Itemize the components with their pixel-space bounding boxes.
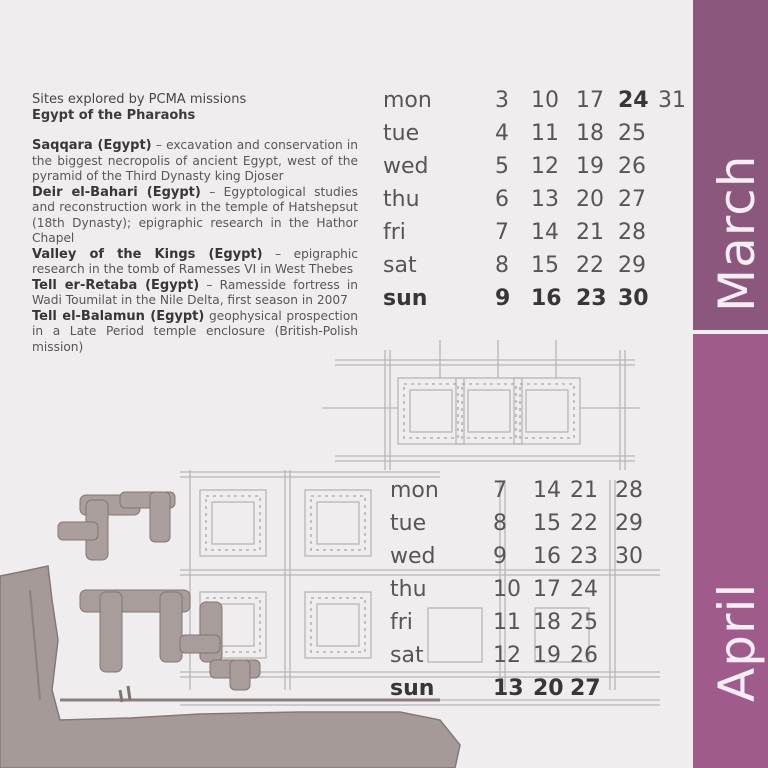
site-name: Saqqara (Egypt): [32, 138, 152, 153]
site-description: geophysical prospection in a Late Period temple enclosure (British-Polish mission): [32, 308, 358, 354]
date-cell: 31: [658, 88, 686, 113]
motif-row-top: [322, 340, 640, 470]
date-cell: 27: [570, 676, 601, 701]
weekday-label: thu: [383, 187, 420, 212]
site-entry: [32, 247, 358, 278]
date-cell: 22: [570, 511, 598, 536]
month-title-april: April: [708, 582, 766, 702]
date-cell: 7: [493, 478, 507, 503]
date-cell: 25: [570, 610, 598, 635]
intro-heading: Sites explored by PCMA missions: [32, 92, 247, 107]
weekday-label: tue: [383, 121, 420, 146]
date-cell: 27: [618, 187, 646, 212]
date-cell: 7: [495, 220, 509, 245]
date-cell: 30: [615, 544, 643, 569]
date-cell: 11: [531, 121, 559, 146]
site-entry: [32, 138, 358, 185]
weekday-label: fri: [383, 220, 406, 245]
intro-subheading: Egypt of the Pharaohs: [32, 107, 196, 123]
date-cell: 28: [615, 478, 643, 503]
date-cell: 15: [531, 253, 559, 278]
date-cell: 9: [493, 544, 507, 569]
weekday-label: sun: [390, 676, 435, 701]
weekday-label: sat: [383, 253, 417, 278]
weekday-label: wed: [383, 154, 429, 179]
date-cell: 18: [576, 121, 604, 146]
weekday-label: mon: [390, 478, 439, 503]
date-cell: 10: [493, 577, 521, 602]
date-cell: 6: [495, 187, 509, 212]
date-cell: 13: [531, 187, 559, 212]
date-cell: 16: [533, 544, 561, 569]
date-cell: 21: [576, 220, 604, 245]
date-cell: 24: [570, 577, 598, 602]
sidebar-april-panel: [693, 334, 768, 768]
date-cell: 8: [495, 253, 509, 278]
date-cell: 17: [533, 577, 561, 602]
date-cell: 19: [533, 643, 561, 668]
date-cell: 15: [533, 511, 561, 536]
date-cell: 20: [576, 187, 604, 212]
site-description: – Egyptological studies and reconstruction work in the temple of Hatshepsut (18th Dynasty); epigraphic research in the Hathor Chapel: [32, 184, 358, 245]
date-cell: 28: [618, 220, 646, 245]
date-cell: 14: [533, 478, 561, 503]
date-cell: 24: [618, 88, 649, 113]
date-cell: 22: [576, 253, 604, 278]
site-entry: [32, 278, 358, 309]
intro-text-block: [32, 92, 358, 355]
date-cell: 23: [570, 544, 598, 569]
site-name: Valley of the Kings (Egypt): [32, 246, 263, 262]
site-description: – Ramesside fortress in Wadi Toumilat in the Nile Delta, first season in 2007: [32, 277, 358, 307]
date-cell: 14: [531, 220, 559, 245]
date-cell: 5: [495, 154, 509, 179]
date-cell: 18: [533, 610, 561, 635]
site-entry: [32, 309, 358, 356]
weekday-label: thu: [390, 577, 427, 602]
date-cell: 3: [495, 88, 509, 113]
date-cell: 29: [615, 511, 643, 536]
date-cell: 20: [533, 676, 564, 701]
weekday-label: tue: [390, 511, 427, 536]
date-cell: 13: [493, 676, 524, 701]
site-name: Deir el-Bahari (Egypt): [32, 184, 201, 200]
date-cell: 11: [493, 610, 521, 635]
date-cell: 26: [618, 154, 646, 179]
site-description: – excavation and conservation in the biggest necropolis of ancient Egypt, west of the pyramid of the Third Dynasty king Djoser: [32, 138, 358, 183]
weekday-label: fri: [390, 610, 413, 635]
weekday-label: mon: [383, 88, 432, 113]
date-cell: 12: [531, 154, 559, 179]
weekday-label: sun: [383, 286, 428, 311]
date-cell: 12: [493, 643, 521, 668]
site-name: Tell el-Balamun (Egypt): [32, 308, 205, 324]
date-cell: 21: [570, 478, 598, 503]
month-title-march: March: [708, 154, 766, 312]
date-cell: 17: [576, 88, 604, 113]
date-cell: 30: [618, 286, 649, 311]
date-cell: 8: [493, 511, 507, 536]
date-cell: 23: [576, 286, 607, 311]
date-cell: 26: [570, 643, 598, 668]
weekday-label: sat: [390, 643, 424, 668]
date-cell: 25: [618, 121, 646, 146]
date-cell: 9: [495, 286, 511, 311]
site-description: – epigraphic research in the tomb of Ramesses VI in West Thebes: [32, 246, 358, 276]
site-name: Tell er-Retaba (Egypt): [32, 277, 200, 293]
date-cell: 16: [531, 286, 562, 311]
weekday-label: wed: [390, 544, 436, 569]
date-cell: 10: [531, 88, 559, 113]
site-entry: [32, 185, 358, 247]
date-cell: 4: [495, 121, 509, 146]
date-cell: 29: [618, 253, 646, 278]
date-cell: 19: [576, 154, 604, 179]
